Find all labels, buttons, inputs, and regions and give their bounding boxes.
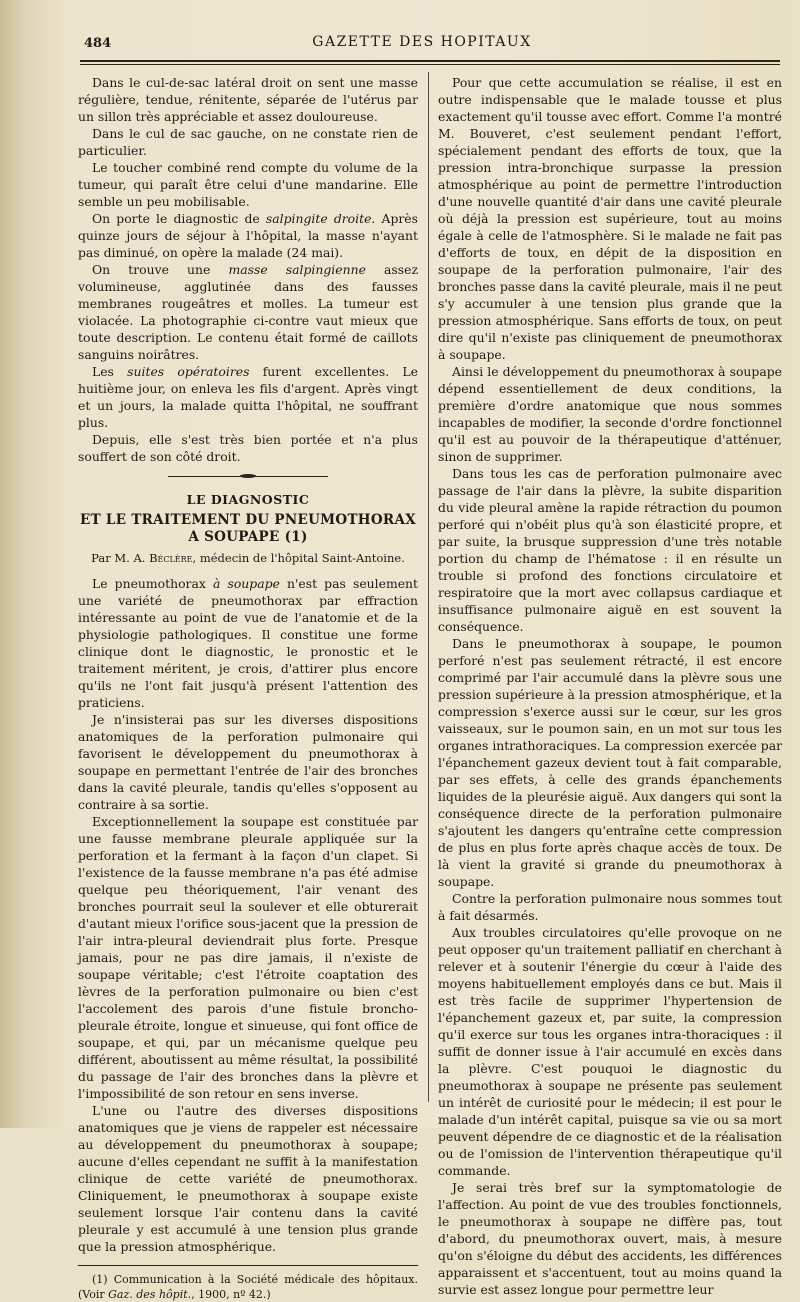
journal-title: GAZETTE DES HOPITAUX (312, 34, 532, 50)
paragraph: L'une ou l'autre des diverses dispositions anatomiques que je viens de rappeler est nécessaire au développement du pneumothorax à soupape; aucune d'elles cependant ne suffit à la manifestation clinique de cette variété de pneumothorax. Cliniquement, le pneumothorax à soupape existe seulement lorsque l'air contenu dans la cavité pleurale y est accumulé à une tension plus grande que la pression atmosphérique. (78, 1103, 418, 1254)
paragraph: Dans le cul de sac gauche, on ne constate rien de particulier. (78, 126, 418, 158)
paragraph: Le pneumothorax à soupape n'est pas seulement une variété de pneumothorax par effraction intéressante au point de vue de l'anatomie et de la physiologie pathologiques. Il constitue une forme clinique dont le diagnostic, le pronostic et le traitement méritent, je crois, d'attirer plus encore qu'ils ne l'ont fait jusqu'à présent l'attention des praticiens. (78, 576, 418, 710)
paragraph: Pour que cette accumulation se réalise, il est en outre indispensable que le malade tousse et plus exactement qu'il tousse avec effort. Comme l'a montré M. Bouveret, c'est seulement pendant l'effort, spécialement pendant des efforts de toux, que la pression intra-bronchique surpasse la pression atmosphérique au point de permettre l'introduction d'une nouvelle quantité d'air dans une cavité pleurale où déjà la pression est supérieure, tout au moins égale à celle de l'atmosphère. Si le malade ne fait pas d'efforts de toux, en dépit de la disposition en soupape de la perforation pulmonaire, l'air des bronches passe dans la cavité pleurale, mais il ne peut s'y accumuler à une tension plus grande que la pression atmosphérique. Sans efforts de toux, on peut dire qu'il n'existe pas cliniquement de pneumothorax à soupape. (438, 75, 783, 362)
paragraph: On porte le diagnostic de salpingite droite. Après quinze jours de séjour à l'hôpital, la masse n'ayant pas diminué, on opère la malade (24 mai). (78, 211, 418, 260)
article-subtitle: ET LE TRAITEMENT DU PNEUMOTHORAX A SOUPAPE (1) (80, 512, 416, 545)
paragraph: Les suites opératoires furent excellentes. Le huitième jour, on enleva les fils d'argent. Après vingt et un jours, la malade quitta l'hôpital, ne souffrant plus. (78, 364, 418, 430)
paragraph: Depuis, elle s'est très bien portée et n'a plus souffert de son côté droit. (78, 432, 418, 464)
header-rule-thin (80, 64, 780, 65)
paragraph: Aux troubles circulatoires qu'elle provoque on ne peut opposer qu'un traitement palliatif en cherchant à relever et à soutenir l'énergie du cœur à l'aide des moyens habituellement employés dans ce but. Mais il est très facile de supprimer l'hypertension de l'épanchement gazeux et, par suite, la compression qu'il exerce sur tous les organes intra-thoraciques : il suffit de donner issue à l'air accumulé en excès dans la plèvre. C'est pouquoi le diagnostic du pneumothorax à soupape ne présente pas seulement un intérêt de curiosité pour le médecin; il est pour le malade d'un intérêt capital, puisque sa vie ou sa mort peuvent dépendre de ce diagnostic et de la réalisation ou de l'omission de l'intervention thérapeutique qu'il commande. (438, 925, 782, 1178)
article-byline: Par M. A. Béclère, médecin de l'hôpital Saint-Antoine. (91, 551, 405, 565)
emphasis: à soupape (212, 576, 280, 591)
paragraph: Contre la perforation pulmonaire nous sommes tout à fait désarmés. (438, 891, 782, 923)
author-name: Béclère (149, 551, 193, 565)
emphasis: suites opératoires (127, 364, 250, 379)
paragraph: On trouve une masse salpingienne assez volumineuse, agglutinée dans des fausses membranes rougeâtres et molles. La tumeur est violacée. La photographie ci-contre vaut mieux que toute description. Le contenu était formé de caillots sanguins noirâtres. (78, 262, 418, 362)
right-column (438, 74, 782, 1298)
page-number: 484 (84, 36, 112, 51)
header-rule (80, 60, 780, 62)
paragraph: Dans le pneumothorax à soupape, le poumon perforé n'est pas seulement rétracté, il est encore comprimé par l'air accumulé dans la plèvre sous une pression supérieure à la pression atmosphérique, et la compression s'exerce aussi sur le cœur, sur les gros vaisseaux, sur le poumon sain, en un mot sur tous les organes intrathoraciques. La compression exercée par l'épanchement gazeux devient tout à fait comparable, par ses effets, à celle des grands épanchements liquides de la pleurésie aiguë. Aux dangers qui sont la conséquence directe de la perforation pulmonaire s'ajoutent les dangers qu'entraîne cette compression de plus en plus forte après chaque accès de toux. De là vient la gravité si grande du pneumothorax à soupape. (438, 636, 782, 889)
section-separator (168, 473, 328, 481)
page-header (60, 34, 784, 56)
column-divider (428, 72, 429, 1102)
paragraph: Dans tous les cas de perforation pulmonaire avec passage de l'air dans la plèvre, la subite disparition du vide pleural amène la rapide rétraction du poumon perforé qui n'obéit plus qu'à son élasticité propre, et par suite, la brusque suppression d'une très notable portion du champ de l'hématose : il en résulte un trouble si profond des fonctions circulatoire et respiratoire que la mort avec collapsus cardiaque et insuffisance pulmonaire aiguë en est souvent la conséquence. (438, 466, 782, 634)
page-binding (0, 0, 22, 1128)
article-title: LE DIAGNOSTIC (186, 492, 310, 507)
emphasis: masse salpingienne (228, 262, 366, 277)
paragraph: Je n'insisterai pas sur les diverses dispositions anatomiques de la perforation pulmonaire qui favorisent le développement du pneumothorax à soupape en permettant l'entrée de l'air des bronches dans la cavité pleurale, tandis qu'elles s'opposent au contraire à sa sortie. (78, 712, 418, 812)
paragraph: Ainsi le développement du pneumothorax à soupape dépend essentiellement de deux conditions, la première d'ordre anatomique que nous sommes incapables de modifier, la seconde d'ordre fonctionnel qu'il est au pouvoir de la thérapeutique d'atténuer, sinon de supprimer. (438, 364, 782, 464)
paragraph: Dans le cul-de-sac latéral droit on sent une masse régulière, tendue, rénitente, séparée de l'utérus par un sillon très appréciable et assez douloureuse. (78, 75, 418, 124)
paragraph: Exceptionnellement la soupape est constituée par une fausse membrane pleurale appliquée sur la perforation et la fermant à la façon d'un clapet. Si l'existence de la fausse membrane n'a pas été admise quelque peu théoriquement, l'air venant des bronches pourrait seul la soulever et elle obturerait d'autant mieux l'orifice sous-jacent que la pression de l'air intra-pleural deviendrait plus forte. Presque jamais, pour ne pas dire jamais, il n'existe de soupape véritable; c'est l'étroite coaptation des lèvres de la perforation pulmonaire ou bien c'est l'accolement des parois d'une fistule broncho-pleurale étroite, longue et sinueuse, qui font office de soupape, et qui, par un mécanisme quelque peu différent, aboutissent au même résultat, la possibilité du passage de l'air des bronches dans la plèvre et l'impossibilité de son retour en sens inverse. (78, 814, 418, 1101)
paragraph: Le toucher combiné rend compte du volume de la tumeur, qui paraît être celui d'une mandarine. Elle semble un peu mobilisable. (78, 160, 418, 209)
emphasis: salpingite droite (265, 211, 372, 226)
left-column (78, 74, 418, 1302)
paragraph: Je serai très bref sur la symptomatologie de l'affection. Au point de vue des troubles fonctionnels, le pneumothorax à soupape ne diffère pas, tout d'abord, du pneumothorax ouvert, mais, à mesure qu'on s'éloigne du début des accidents, les différences apparaissent et s'accentuent, tout au moins quand la survie est assez longue pour permettre leur (438, 1180, 782, 1297)
footnote: (1) Communication à la Société médicale des hôpitaux. (Voir Gaz. des hôpit., 1900, nº 42.) (78, 1273, 418, 1301)
footnote-rule (78, 1265, 418, 1266)
